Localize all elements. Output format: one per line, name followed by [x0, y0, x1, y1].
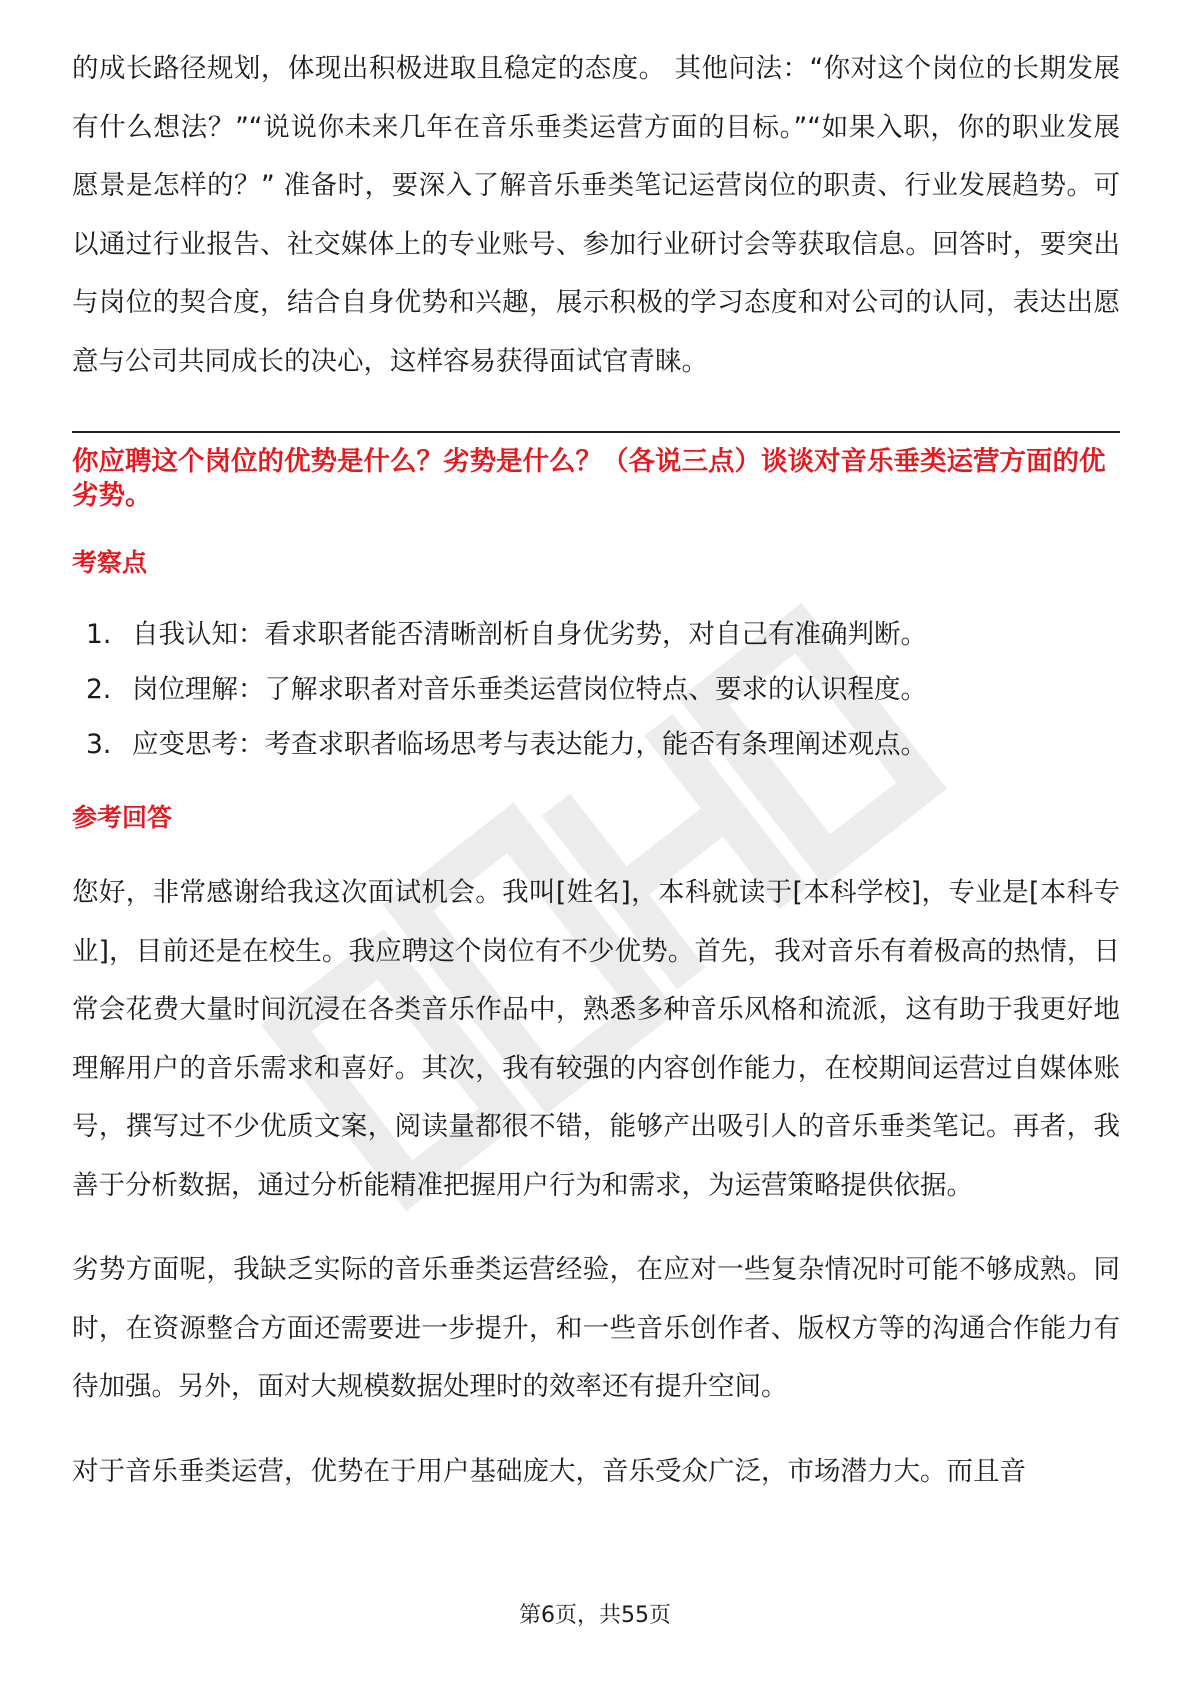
list-item [72, 607, 1120, 662]
list-number: 3. [86, 729, 112, 760]
intro-paragraph: 的成长路径规划，体现出积极进取且稳定的态度。 其他问法：“你对这个岗位的长期发展有什么想法？”“说说你未来几年在音乐垂类运营方面的目标。”“如果入职，你的职业发展愿景是怎样的？” 准备时，要深入了解音乐垂类笔记运营岗位的职责、行业发展趋势。可以通过行业报告、社交媒体上的专业账号、参加行业研讨会等获取信息。回答时，要突出与岗位的契合度，结合自身优势和兴趣，展示积极的学习态度和对公司的认同，表达出愿意与公司共同成长的决心，这样容易获得面试官青睐。 [72, 53, 1120, 377]
key-points-title: 考察点 [72, 548, 148, 577]
section-divider [72, 431, 1120, 433]
list-text: 自我认知：看求职者能否清晰剖析自身优劣势，对自己有准确判断。 [132, 619, 927, 650]
list-text: 岗位理解：了解求职者对音乐垂类运营岗位特点、要求的认识程度。 [132, 674, 927, 705]
page-footer: 第6页，共55页 [519, 1603, 671, 1628]
question-heading: 你应聘这个岗位的优势是什么？劣势是什么？（各说三点）谈谈对音乐垂类运营方面的优劣势。 [72, 446, 1106, 511]
list-text: 应变思考：考查求职者临场思考与表达能力，能否有条理阐述观点。 [132, 729, 927, 760]
answer-paragraph: 对于音乐垂类运营，优势在于用户基础庞大，音乐受众广泛，市场潜力大。而且音 [72, 1455, 1026, 1487]
answer-title: 参考回答 [72, 803, 173, 832]
answer-paragraph: 劣势方面呢，我缺乏实际的音乐垂类运营经验，在应对一些复杂情况时可能不够成熟。同时，在资源整合方面还需要进一步提升，和一些音乐创作者、版权方等的沟通合作能力有待加强。另外，面对大规模数据处理时的效率还有提升空间。 [72, 1254, 1120, 1402]
answer-paragraph: 您好，非常感谢给我这次面试机会。我叫[姓名]，本科就读于[本科学校]，专业是[本科专业]，目前还是在校生。我应聘这个岗位有不少优势。首先，我对音乐有着极高的热情，日常会花费大量时间沉浸在各类音乐作品中，熟悉多种音乐风格和流派，这有助于我更好地理解用户的音乐需求和喜好。其次，我有较强的内容创作能力，在校期间运营过自媒体账号，撰写过不少优质文案，阅读量都很不错，能够产出吸引人的音乐垂类笔记。再者，我善于分析数据，通过分析能精准把握用户行为和需求，为运营策略提供依据。 [72, 877, 1120, 1201]
list-number: 2. [86, 674, 112, 705]
list-item [72, 662, 1120, 717]
document-page [72, 40, 1120, 1501]
key-points-list [72, 607, 1120, 772]
list-number: 1. [86, 619, 112, 650]
list-item [72, 717, 1120, 772]
